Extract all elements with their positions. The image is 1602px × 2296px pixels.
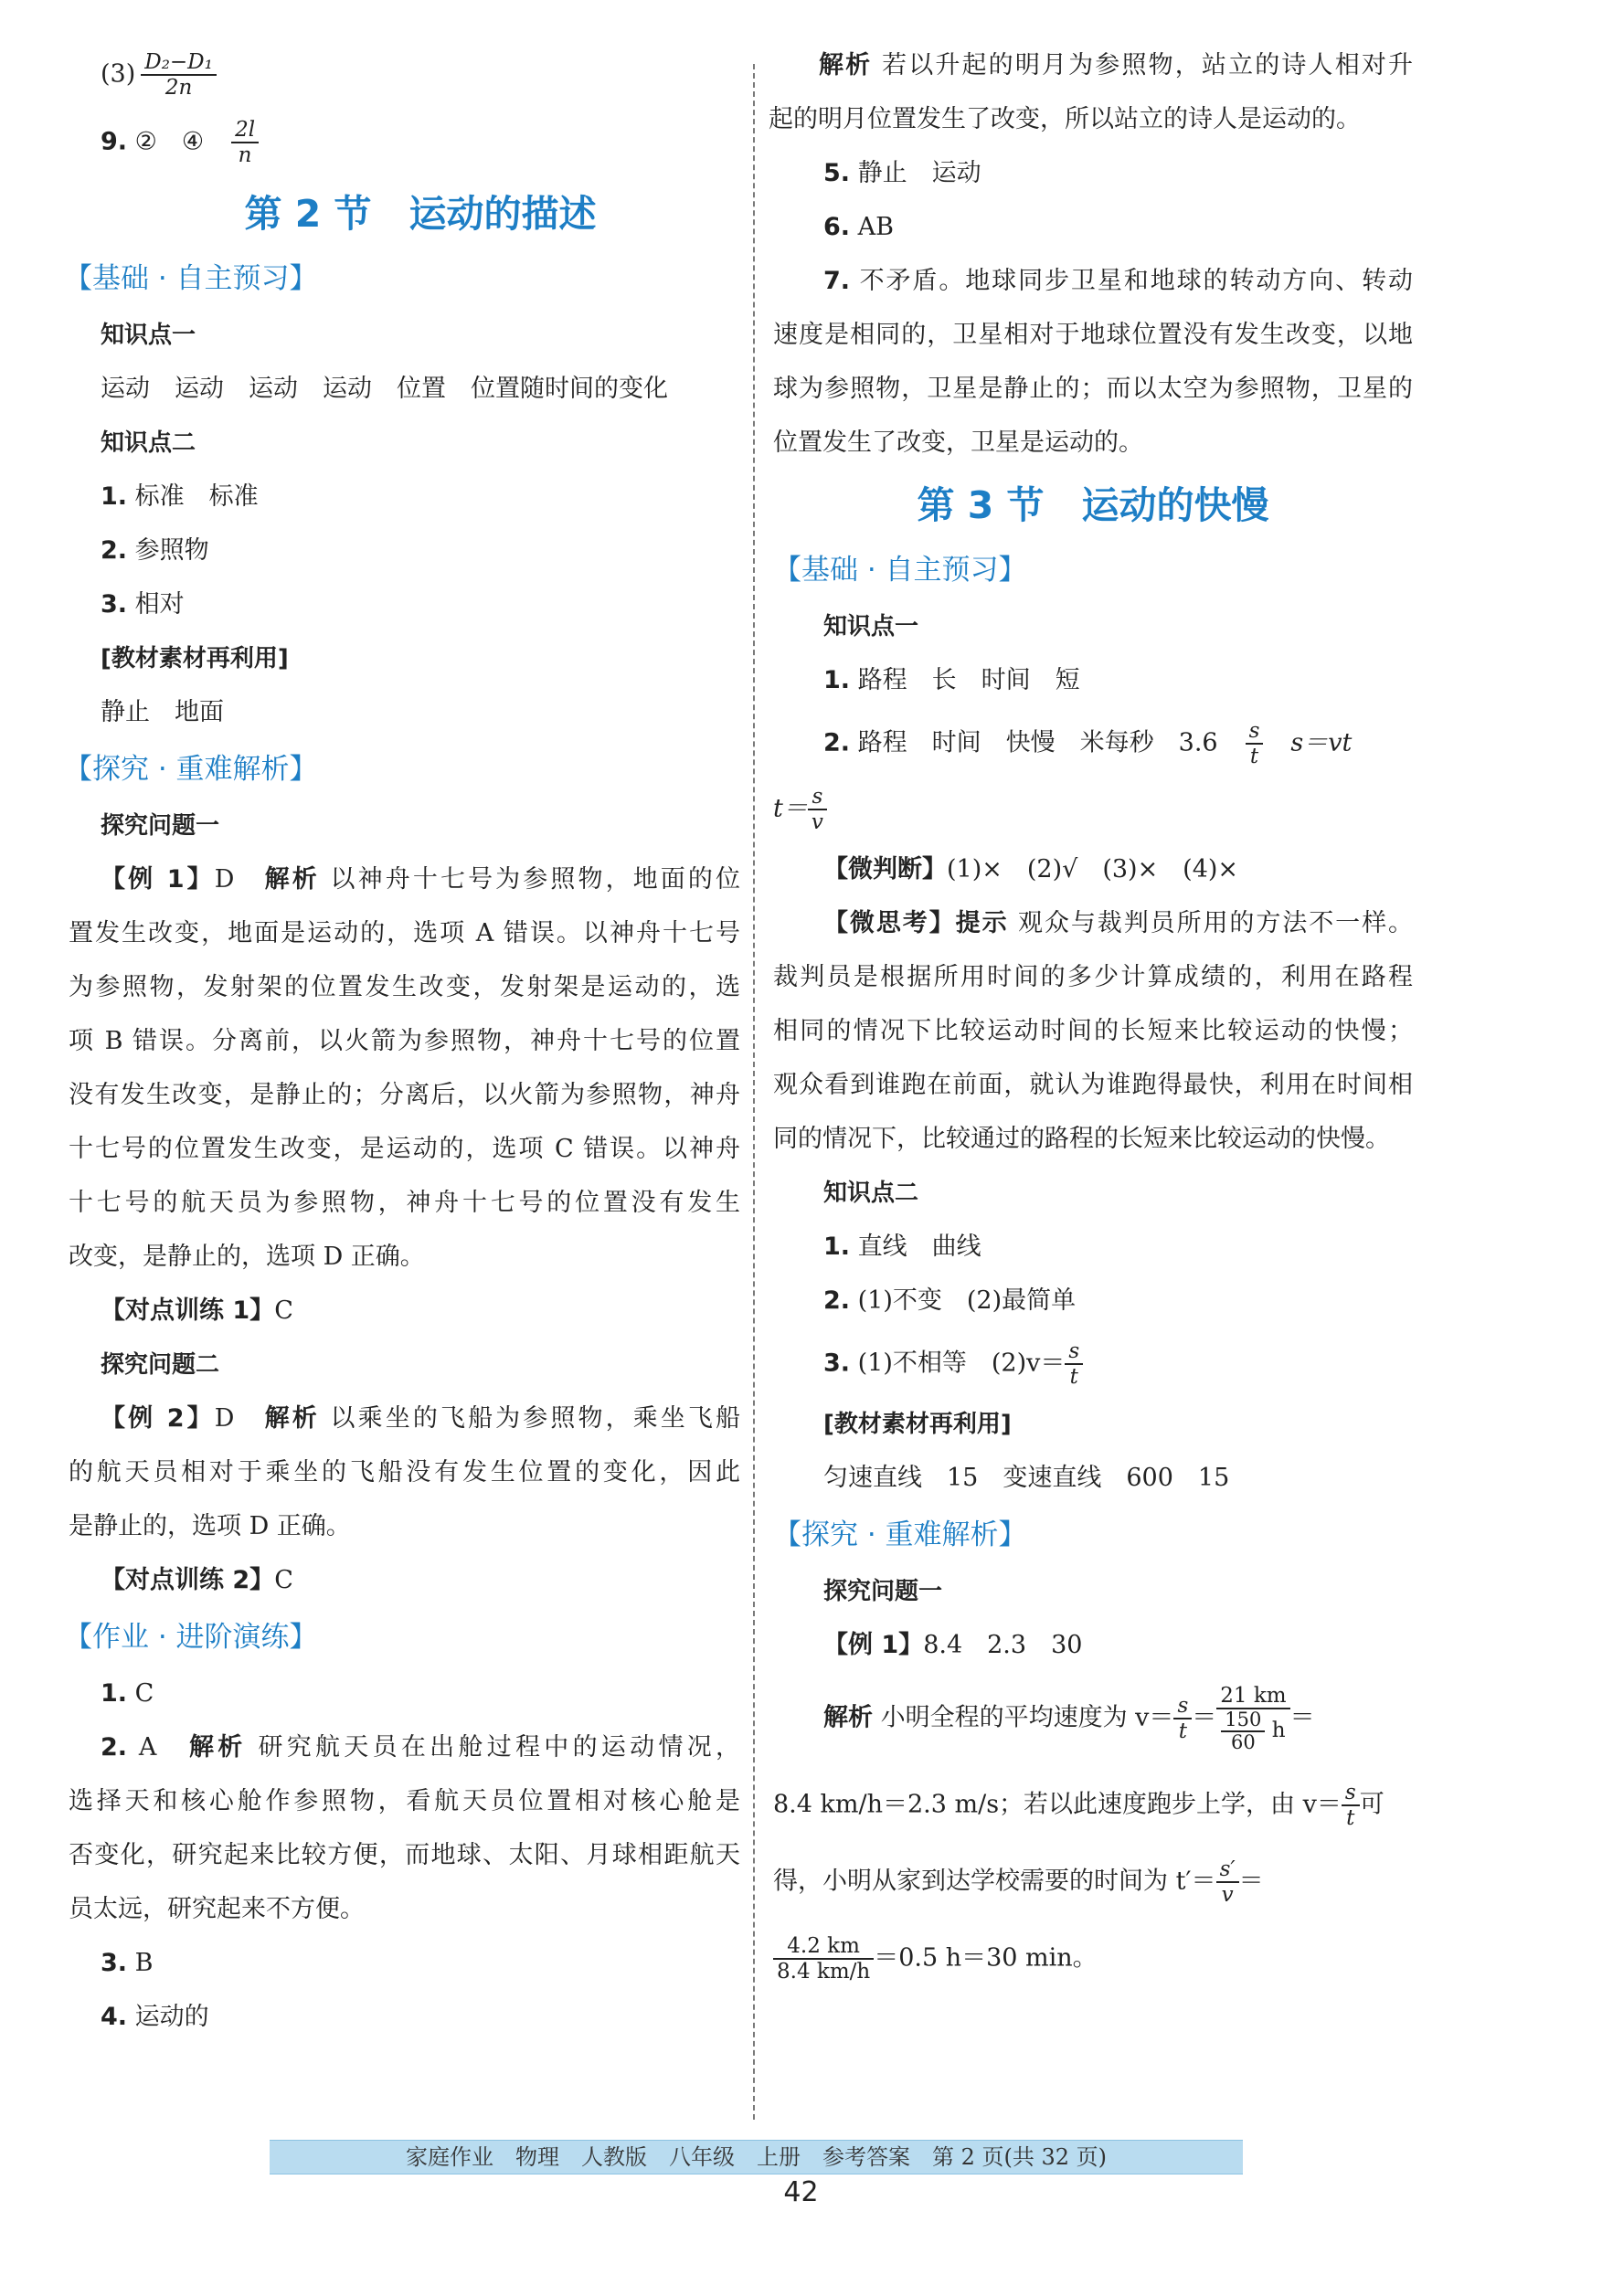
answer-item: 2. 参照物 (101, 536, 209, 565)
answer-8-3: (3) $\frac{\text{D₂−D₁}}{2n}$ (101, 50, 740, 100)
fraction: $\frac{s}{t}$ (1065, 1339, 1083, 1389)
formula-line: t＝ $\frac{s}{v}$ (773, 785, 1413, 834)
answer-item: 1. 路程 长 时间 短 (823, 666, 1080, 694)
fraction: $\frac{s}{v}$ (808, 785, 827, 834)
answer-item: 1. 直线 曲线 (823, 1233, 981, 1261)
training-1: 【对点训练 1】C (101, 1296, 293, 1325)
fraction: $\frac{2l}{n}$ (231, 118, 259, 167)
training-2: 【对点训练 2】C (101, 1566, 293, 1594)
homework-7: 7. 不矛盾。地球同步卫星和地球的转动方向、转动 速度是相同的，卫星相对于地球位置没有发生改变，以地 球为参照物，卫星是静止的；而以太空为参照物，卫星的 位置发生了改变，卫星是运动的。 (773, 267, 1413, 457)
fraction: $\frac{s}{t}$ (1246, 719, 1264, 768)
example-1-answer: 【例 1】8.4 2.3 30 (823, 1631, 1083, 1659)
question-heading: 探究问题一 (101, 812, 220, 840)
material-reuse-heading: [教材素材再利用] (101, 645, 289, 672)
material-reuse-answer: 匀速直线 15 变速直线 600 15 (823, 1464, 1230, 1492)
answer-item: 2. 路程 时间 快慢 米每秒 3.6 $\frac{s}{t}$ s＝vt (823, 719, 1353, 768)
fraction: $\frac{s'}{v}$ (1216, 1857, 1239, 1907)
section-title: 第 2 节 运动的描述 (244, 192, 597, 236)
homework-2: 2. A 解析 研究航天员在出舱过程中的运动情况， 选择天和核心舱作参照物，看航天员位置相对核心舱是 否变化，研究起来比较方便，而地球、太阳、月球相距航天 员太远，研究起来不方便。 (69, 1733, 741, 1923)
fraction: $\frac{\text{D₂−D₁}}{2n}$ (141, 50, 217, 100)
right-column (769, 50, 1414, 2006)
homework-4: 4. 运动的 (101, 2003, 209, 2031)
footer-band: 家庭作业 物理 人教版 八年级 上册 参考答案 第 2 页(共 32 页) (270, 2140, 1243, 2174)
homework-5: 5. 静止 运动 (823, 159, 981, 187)
fraction: 21 km $\frac{150}{60}$ h (1216, 1684, 1289, 1753)
page-number: 42 (783, 2176, 819, 2208)
left-column (64, 50, 741, 2056)
knowledge-point-heading: 知识点一 (101, 322, 196, 349)
knowledge-point-heading: 知识点二 (823, 1180, 919, 1207)
micro-think: 【微思考】提示 观众与裁判员所用的方法不一样。 裁判员是根据所用时间的多少计算成绩的，利用在路程 相同的情况下比较运动时间的长短来比较运动的快慢； 观众看到谁跑在前面，就认为谁跑得最快，利用在时间相 同的情况下，比较通过的路程的长短来比较运动的快慢。 (773, 909, 1414, 1153)
subsection-title: 【探究 · 重难解析】 (64, 753, 318, 786)
fraction: $\frac{150}{60}$ (1221, 1709, 1265, 1753)
question-heading: 探究问题一 (823, 1578, 943, 1605)
subsection-title: 【探究 · 重难解析】 (773, 1518, 1027, 1551)
example-1: 【例 1】D 解析 以神舟十七号为参照物，地面的位 置发生改变，地面是运动的，选项 A 错误。以神舟十七号 为参照物，发射架的位置发生改变，发射架是运动的，选 项 B 错误。分离前，以火箭为参照物，神舟十七号的位置 没有发生改变，是静止的；分离后，以火箭为参照物，神舟 十七号的位置发生改变，是运动的，选项 C 错误。以神舟 十七号的航天员为参照物，神舟十七号的位置没有发生 改变，是静止的，选项 D 正确。 (69, 865, 741, 1271)
question-heading: 探究问题二 (101, 1351, 220, 1379)
fraction: $\frac{s}{t}$ (1342, 1781, 1360, 1830)
knowledge-point-heading: 知识点一 (823, 613, 919, 640)
subsection-title: 【基础 · 自主预习】 (773, 554, 1027, 587)
answer-item: 2. (1)不变 (2)最简单 (823, 1286, 1077, 1315)
homework-6: 6. AB (823, 213, 894, 241)
homework-4-explanation: 解析 若以升起的明月为参照物，站立的诗人相对升 起的明月位置发生了改变，所以站立的诗人是运动的。 (769, 51, 1414, 133)
homework-3: 3. B (101, 1949, 154, 1977)
homework-1: 1. C (101, 1679, 154, 1708)
fraction: $\frac{s}{t}$ (1173, 1694, 1192, 1743)
knowledge-point-heading: 知识点二 (101, 429, 196, 457)
material-reuse-answer: 静止 地面 (101, 698, 224, 726)
micro-judge: 【微判断】(1)× (2)√ (3)× (4)× (823, 855, 1239, 883)
example-2: 【例 2】D 解析 以乘坐的飞船为参照物，乘坐飞船 的航天员相对于乘坐的飞船没有发生位置的变化，因此 是静止的，选项 D 正确。 (69, 1404, 741, 1540)
fraction: $\frac{4.2 km}{8.4 km/h}$ (773, 1934, 874, 1984)
material-reuse-heading: [教材素材再利用] (823, 1411, 1012, 1438)
subsection-title: 【基础 · 自主预习】 (64, 262, 318, 295)
column-divider (753, 64, 755, 2120)
answer-item: 3. (1)不相等 (2)v＝ $\frac{s}{t}$ (773, 1339, 1413, 1389)
subsection-title: 【作业 · 进阶演练】 (64, 1621, 318, 1654)
knowledge-answer: 运动 运动 运动 运动 位置 位置随时间的变化 (101, 375, 668, 403)
answer-9: 9. ② ④ $\frac{2l}{n}$ (101, 118, 740, 167)
section-title: 第 3 节 运动的快慢 (917, 483, 1269, 527)
example-1-explanation: 解析 小明全程的平均速度为 v＝ $\frac{s}{t}$ ＝ 21 km $\frac{150}{60}$ h ＝ 8.4 km/h＝2.3 m/s；若以此速度跑步上学，由 v＝ $\frac{s}{t}$ 可 得，小明从家到达学校需要的时间为 t′＝ $\frac{s'}{v}$ ＝ $\frac{4.2 km}{8.4 km/h}$ ＝0.5 h＝30 min。 (773, 1684, 1385, 1984)
answer-item: 1. 标准 标准 (101, 482, 259, 511)
answer-item: 3. 相对 (101, 590, 185, 619)
